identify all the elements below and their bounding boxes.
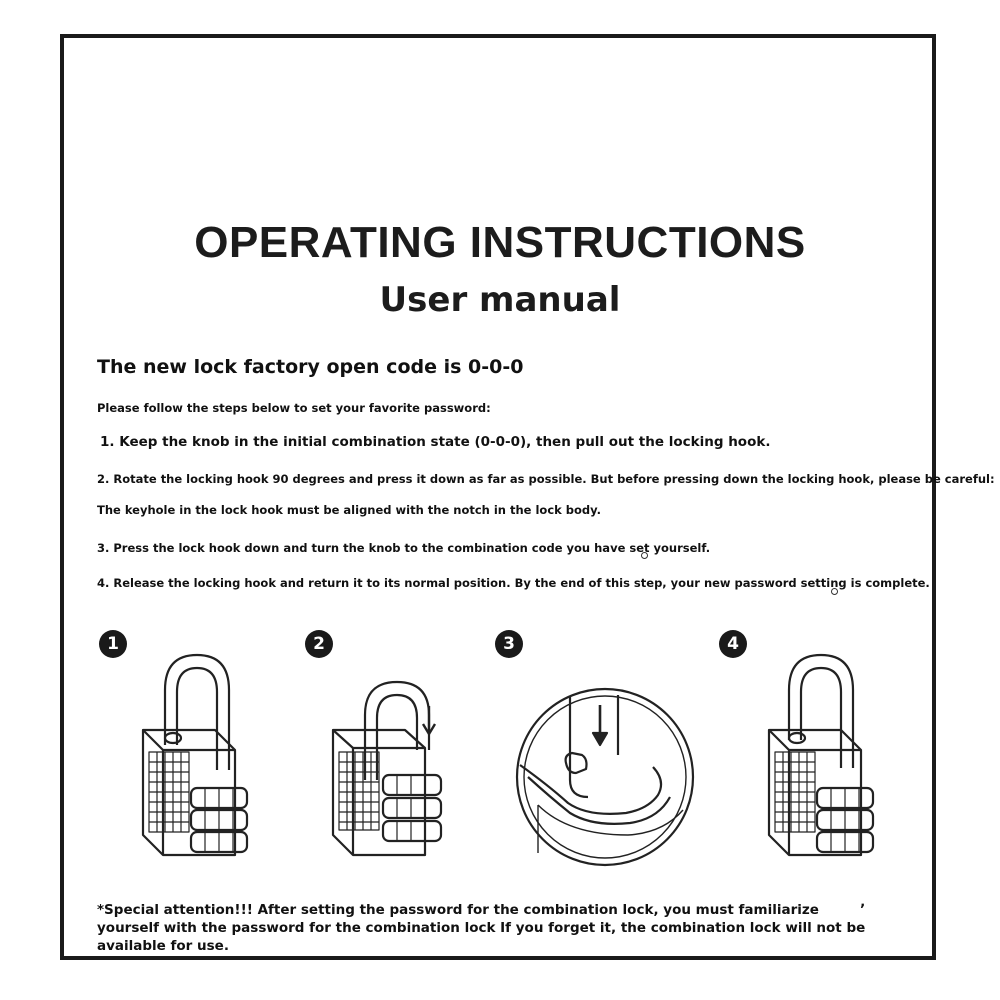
padlock-press-down-icon bbox=[325, 670, 450, 870]
step-2-continued-text: The keyhole in the lock hook must be aligned with the notch in the lock body. bbox=[97, 503, 601, 517]
stray-mark bbox=[831, 588, 838, 595]
factory-code-heading: The new lock factory open code is 0-0-0 bbox=[97, 356, 524, 378]
intro-text: Please follow the steps below to set your favorite password: bbox=[97, 401, 491, 415]
step-1-text: 1. Keep the knob in the initial combination state (0-0-0), then pull out the locking hook. bbox=[100, 434, 771, 450]
stray-mark bbox=[641, 552, 648, 559]
page-subtitle: User manual bbox=[379, 280, 621, 320]
step-3-text: 3. Press the lock hook down and turn the knob to the combination code you have set yourself. bbox=[97, 541, 711, 555]
figure-1-number: 1 bbox=[99, 630, 127, 658]
padlock-closed-icon bbox=[765, 650, 885, 870]
special-attention-note: *Special attention!!! After setting the password for the combination lock, you must familiarize yourself with the password for the combination lock If you forget it, the combination lock will not be available for use. bbox=[97, 902, 866, 954]
figure-3-number: 3 bbox=[495, 630, 523, 658]
figure-4-number: 4 bbox=[719, 630, 747, 658]
page-title: OPERATING INSTRUCTIONS bbox=[194, 218, 806, 267]
step-2-text: 2. Rotate the locking hook 90 degrees and press it down as far as possible. But before pressing down the locking hook, please be careful: bbox=[97, 472, 995, 486]
stray-mark: ʼ bbox=[860, 902, 866, 918]
padlock-closed-icon bbox=[135, 650, 255, 870]
shackle-notch-detail-icon bbox=[508, 685, 703, 870]
step-4-text: 4. Release the locking hook and return it to its normal position. By the end of this step, your new password setting is complete. bbox=[97, 576, 930, 590]
figure-2-number: 2 bbox=[305, 630, 333, 658]
